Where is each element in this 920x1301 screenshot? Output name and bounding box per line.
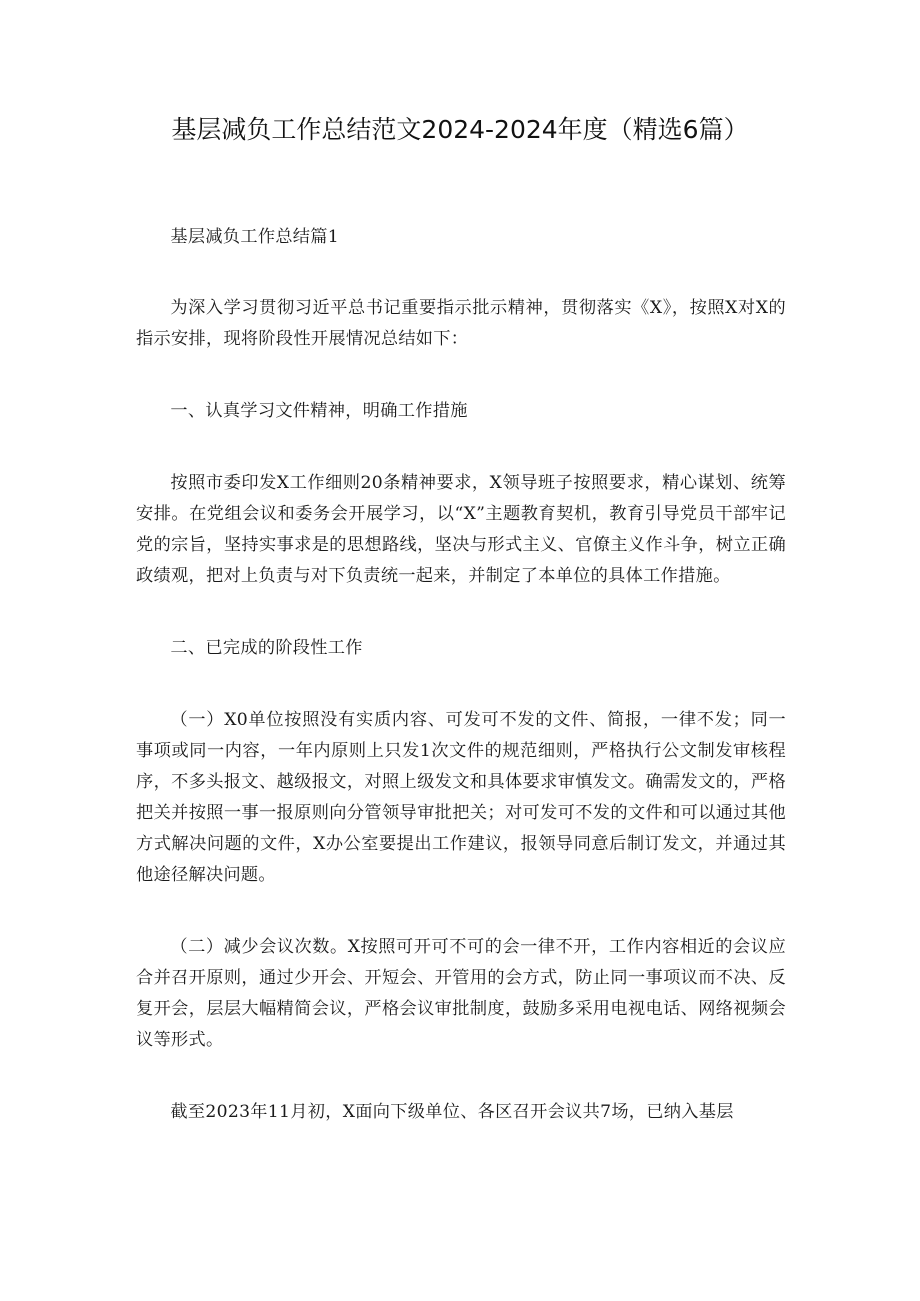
heading-two: 二、已完成的阶段性工作: [170, 638, 363, 658]
paragraph-study: 按照市委印发X工作细则20条精神要求，X领导班子按照要求，精心谋划、统筹安排。在党组会议和委务会开展学习，以“X”主题教育契机，教育引导党员干部牢记党的宗旨，坚持实事求是的思想路线，坚决与形式主义、官僚主义作斗争，树立正确政绩观，把对上负责与对下负责统一起来，并制定了本单位的具体工作措施。: [136, 473, 786, 586]
paragraph-intro: 为深入学习贯彻习近平总书记重要指示批示精神，贯彻落实《X》，按照X对X的指示安排，现将阶段性开展情况总结如下：: [136, 298, 786, 349]
document-title: 基层减负工作总结范文2024-2024年度（精选6篇）: [171, 115, 749, 144]
paragraph-stats: 截至2023年11月初，X面向下级单位、各区召开会议共7场，已纳入基层: [170, 1102, 734, 1122]
document-body: [136, 222, 786, 1128]
paragraph-documents: （一）X0单位按照没有实质内容、可发可不发的文件、简报，一律不发；同一事项或同一内容，一年内原则上只发1次文件的规范细则，严格执行公文制发审核程序，不多头报文、越级报文，对照上级发文和具体要求审慎发文。确需发文的，严格把关并按照一事一报原则向分管领导审批把关；对可发可不发的文件和可以通过其他方式解决问题的文件，X办公室要提出工作建议，报领导同意后制订发文，并通过其他途径解决问题。: [136, 710, 786, 885]
section-title: 基层减负工作总结篇1: [170, 227, 340, 247]
heading-one: 一、认真学习文件精神，明确工作措施: [170, 401, 468, 421]
paragraph-meetings: （二）减少会议次数。X按照可开可不可的会一律不开，工作内容相近的会议应合并召开原则，通过少开会、开短会、开管用的会方式，防止同一事项议而不决、反复开会，层层大幅精简会议，严格会议审批制度，鼓励多采用电视电话、网络视频会议等形式。: [136, 937, 786, 1050]
